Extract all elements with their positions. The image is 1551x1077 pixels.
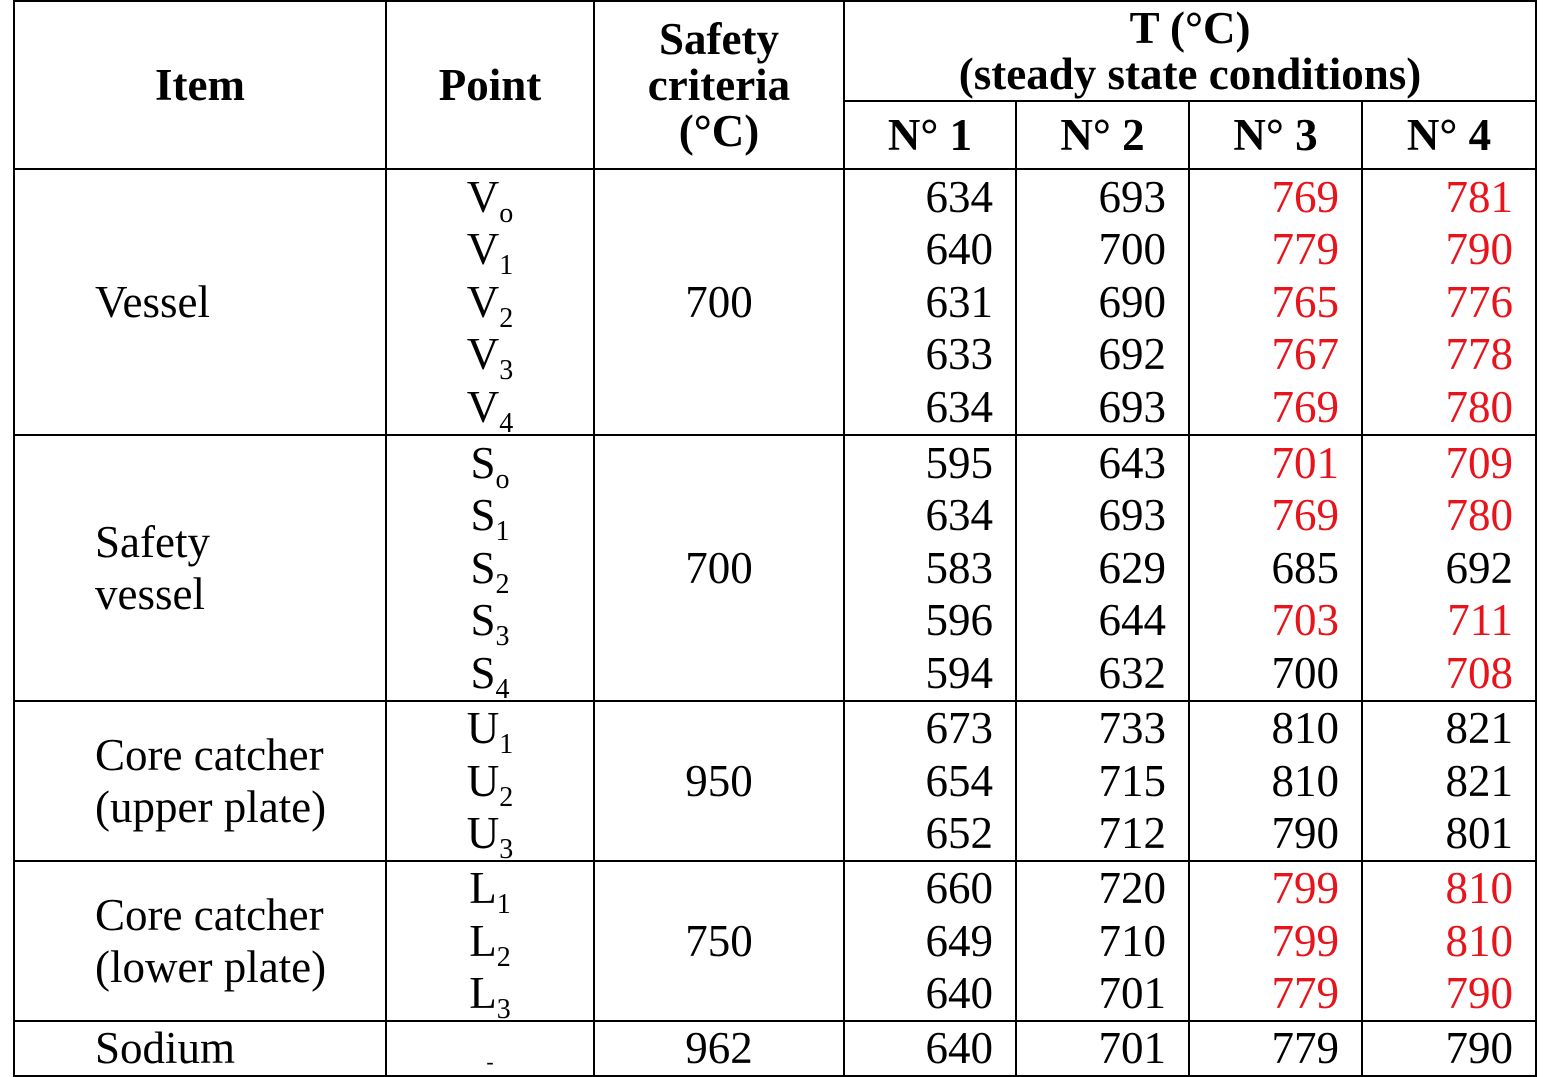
item-label-line: vessel [95,569,205,619]
point-cell [386,861,594,1021]
item-label-line: (upper plate) [95,782,327,832]
header-row [14,1,1536,101]
value-list [1190,437,1339,700]
point-list [387,862,593,1020]
header-case-3: N° 3 [1189,101,1362,169]
case-2-values [1016,861,1189,1021]
value-list [1017,171,1166,434]
group-row-core-catcher-upper [14,701,1536,861]
temperature-value: 640 [925,1023,993,1073]
temperature-value: 700 [1271,647,1339,698]
temperature-value: 640 [925,224,993,275]
header-point: Point [386,1,594,169]
point-label [387,437,593,495]
header-temperature-line2: (steady state conditions) [958,49,1422,99]
value-list [1363,437,1513,700]
case-1-values [844,169,1016,435]
point-letter: S [470,542,496,593]
point-list [387,437,593,700]
point-subscript: 2 [495,568,510,600]
temperature-value: 776 [1445,276,1514,327]
item-label-line: Safety [95,517,210,567]
temperature-value: 810 [1445,863,1514,914]
temperature-value: 781 [1445,171,1514,222]
case-1-values [844,1021,1016,1076]
temperature-value: 810 [1271,703,1339,754]
safety-criteria-value: 962 [594,1021,844,1076]
case-1-values [844,435,1016,701]
point-list [387,1022,593,1075]
temperature-value: 767 [1271,329,1339,380]
point-subscript: 2 [499,302,514,334]
point-list [387,171,593,434]
item-label [95,1022,235,1074]
point-cell [386,435,594,701]
safety-criteria-value: 700 [594,435,844,701]
case-3-values [1189,861,1362,1021]
temperature-value: 693 [1098,171,1166,222]
temperature-value: 634 [925,171,993,222]
item-label [95,516,210,620]
temperature-value: 810 [1445,915,1514,966]
temperature-value: 700 [1098,224,1166,275]
temperature-value: 821 [1445,755,1514,806]
header-temperature-line1: T (°C) [1129,3,1251,53]
case-2-values [1016,1021,1189,1076]
temperature-value: 690 [1098,276,1166,327]
case-4-values [1362,435,1536,701]
case-4-values [1362,1021,1536,1076]
item-label [95,889,326,993]
safety-criteria-value: 950 [594,701,844,861]
point-subscript: 3 [496,994,511,1021]
temperature-value: 685 [1271,542,1339,593]
case-4-values [1362,169,1536,435]
point-label [387,755,593,813]
point-label [387,594,593,653]
point-subscript: 4 [499,407,514,435]
point-subscript: 1 [496,889,511,921]
temperature-value: 779 [1271,968,1339,1019]
temperature-value: 780 [1445,490,1514,541]
point-letter: L [469,968,497,1019]
temperature-value: 720 [1098,863,1166,914]
point-label [387,967,593,1020]
case-2-values [1016,169,1189,435]
temperature-value: 640 [925,968,993,1019]
point-letter: U [466,703,500,754]
header-safety-criteria [594,1,844,169]
temperature-value: 821 [1445,703,1514,754]
value-list [845,702,993,860]
value-list [845,862,993,1020]
temperature-value: 765 [1271,276,1339,327]
temperature-value: 660 [925,863,993,914]
temperature-value: 712 [1098,808,1166,859]
temperature-value: 799 [1271,915,1339,966]
temperature-value: 709 [1445,437,1514,488]
safety-criteria-value: 700 [594,169,844,435]
header-safety-criteria-line1: Safety [659,14,779,64]
header-case-4: N° 4 [1362,101,1536,169]
case-3-values [1189,435,1362,701]
point-subscript: 3 [499,834,514,861]
temperature-value: 780 [1445,381,1514,432]
point-letter: V [466,329,500,380]
temperature-value: 631 [925,276,993,327]
temperature-value: 632 [1098,647,1166,698]
temperature-value: 778 [1445,329,1514,380]
point-letter: S [470,490,496,541]
temperature-value: 596 [925,595,993,646]
point-label [387,171,593,229]
point-label [387,276,593,334]
temperature-value: 633 [925,329,993,380]
temperature-value: 733 [1098,703,1166,754]
temperature-value: 790 [1271,808,1339,859]
point-label [387,223,593,282]
group-row-sodium [14,1021,1536,1076]
header-safety-criteria-line3: (°C) [678,106,760,156]
temperature-value: 701 [1271,437,1339,488]
temperature-value: 701 [1098,968,1166,1019]
point-label [387,862,593,921]
case-1-values [844,701,1016,861]
value-list [845,1022,993,1075]
temperature-value: 711 [1447,595,1514,646]
temperature-value: 710 [1098,915,1166,966]
point-label [387,915,593,973]
temperature-value: 692 [1098,329,1166,380]
point-subscript: 1 [499,250,514,282]
temperature-value: 629 [1098,542,1166,593]
point-subscript: 1 [499,729,514,761]
temperature-value: 649 [925,915,993,966]
point-subscript: 3 [495,621,510,653]
point-dash: - [486,1049,494,1074]
value-list [1017,862,1166,1020]
temperature-value: 594 [925,647,993,698]
point-label [387,489,593,548]
point-letter: L [469,915,497,966]
temperature-value: 654 [925,755,993,806]
value-list [1363,862,1513,1020]
temperature-value: 693 [1098,381,1166,432]
point-letter: L [469,863,497,914]
temperature-value: 693 [1098,490,1166,541]
point-letter: S [470,647,496,698]
temperature-value: 790 [1445,224,1514,275]
item-label-line: Vessel [95,277,210,327]
point-label [387,1022,593,1075]
group-row-core-catcher-lower [14,861,1536,1021]
value-list [1190,862,1339,1020]
temperature-value: 799 [1271,863,1339,914]
point-subscript: o [499,197,514,229]
temperature-value: 644 [1098,595,1166,646]
temperature-value: 769 [1271,171,1339,222]
temperature-value: 634 [925,381,993,432]
item-cell [14,435,386,701]
point-letter: V [466,276,500,327]
temperature-value: 769 [1271,490,1339,541]
point-cell [386,701,594,861]
item-cell [14,701,386,861]
point-subscript: 2 [496,941,511,973]
header-item: Item [14,1,386,169]
temperature-value: 703 [1271,595,1339,646]
temperature-value: 790 [1445,1023,1514,1073]
temperature-value: 779 [1271,224,1339,275]
value-list [1017,702,1166,860]
value-list [1190,171,1339,434]
group-row-vessel [14,169,1536,435]
case-4-values [1362,701,1536,861]
point-subscript: 2 [499,781,514,813]
value-list [845,171,993,434]
point-cell [386,169,594,435]
item-label-line: Core catcher [95,890,324,940]
point-label [387,542,593,600]
point-letter: V [466,171,500,222]
group-row-safety-vessel [14,435,1536,701]
value-list [1363,702,1513,860]
header-safety-criteria-line2: criteria [647,60,791,110]
item-label-line: Core catcher [95,730,324,780]
header-temperature [844,1,1536,101]
point-list [387,702,593,860]
temperature-value: 790 [1445,968,1514,1019]
value-list [1363,171,1513,434]
temperature-value: 715 [1098,755,1166,806]
point-label [387,647,593,700]
item-label-line: Sodium [95,1023,236,1074]
point-letter: V [466,224,500,275]
item-label-line: (lower plate) [95,942,327,992]
case-2-values [1016,435,1189,701]
item-cell [14,169,386,435]
safety-criteria-value: 750 [594,861,844,1021]
temperature-value: 810 [1271,755,1339,806]
case-4-values [1362,861,1536,1021]
point-subscript: 1 [495,516,510,548]
point-subscript: 3 [499,355,514,387]
value-list [1363,1022,1513,1075]
temperature-value: 692 [1445,542,1514,593]
temperature-value: 643 [1098,437,1166,488]
item-label [95,276,210,328]
point-letter: V [466,381,500,432]
case-2-values [1016,701,1189,861]
temperature-value: 701 [1098,1023,1166,1073]
point-subscript: 4 [495,673,510,701]
value-list [1017,437,1166,700]
point-label [387,807,593,860]
header-case-2: N° 2 [1016,101,1189,169]
case-1-values [844,861,1016,1021]
temperature-value: 652 [925,808,993,859]
item-label [95,729,326,833]
point-letter: S [470,437,496,488]
point-label [387,702,593,761]
item-cell [14,861,386,1021]
temperature-value: 595 [925,437,993,488]
point-cell [386,1021,594,1076]
value-list [1017,1022,1166,1075]
item-cell [14,1021,386,1076]
point-letter: U [466,755,500,806]
point-letter: U [466,808,500,859]
point-subscript: o [495,463,510,495]
point-label [387,381,593,434]
case-3-values [1189,701,1362,861]
temperature-value: 634 [925,490,993,541]
temperature-value: 779 [1271,1023,1339,1073]
temperature-value: 583 [925,542,993,593]
temperature-value: 673 [925,703,993,754]
case-3-values [1189,169,1362,435]
temperature-results-table [13,0,1537,1077]
value-list [1190,1022,1339,1075]
value-list [1190,702,1339,860]
point-letter: S [470,595,496,646]
value-list [845,437,993,700]
case-3-values [1189,1021,1362,1076]
point-label [387,328,593,387]
temperature-value: 708 [1445,647,1514,698]
header-case-1: N° 1 [844,101,1016,169]
temperature-value: 769 [1271,381,1339,432]
temperature-value: 801 [1445,808,1514,859]
